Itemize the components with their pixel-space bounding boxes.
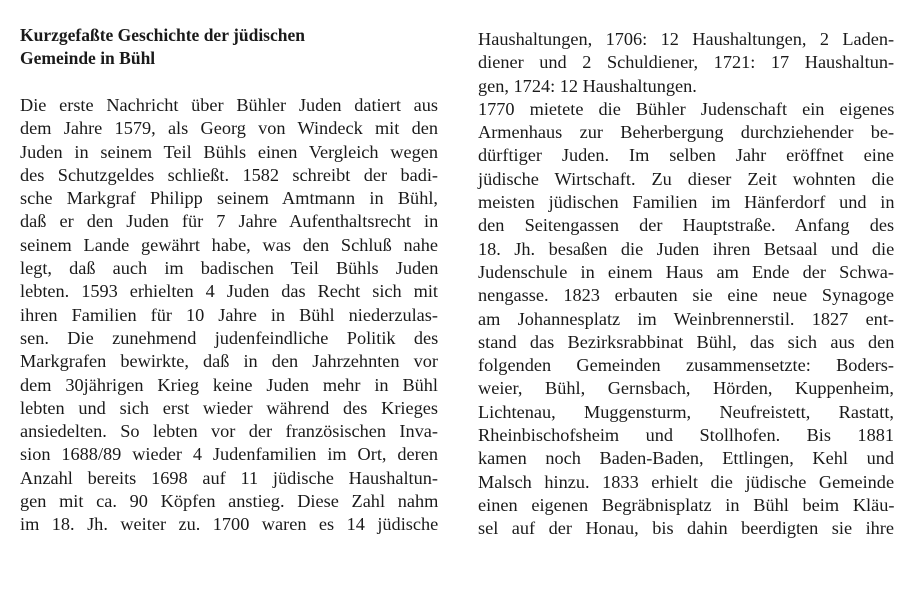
text-line: 1770 mietete die Bühler Judenschaft ein eigenes	[478, 98, 895, 119]
text-line: Armenhaus zur Beherbergung durchziehender be-	[478, 122, 895, 143]
text-line: des Schutzgeldes schließt. 1582 schreibt der badi-	[20, 164, 439, 185]
text-line: im 18. Jh. weiter zu. 1700 waren es 14 jüdische	[20, 514, 439, 535]
text-line: Juden in seinem Teil Bühls einen Vergleich wegen	[20, 141, 438, 162]
text-line: daß er den Juden für 7 Jahre Aufenthaltsrecht in	[20, 211, 439, 232]
text-line: sel auf der Honau, bis dahin beerdigten sie ihre	[478, 518, 894, 539]
text-line: kamen noch Baden-Baden, Ettlingen, Kehl und	[478, 448, 894, 469]
text-line: ansiedelten. So lebten vor der französischen Inva-	[20, 421, 438, 442]
heading-line-2: Gemeinde in Bühl	[20, 48, 156, 68]
text-line: am Johannesplatz im Weinbrennerstil. 1827 ent-	[478, 308, 894, 329]
text-line: folgenden Gemeinden zusammensetzte: Boders-	[478, 355, 894, 376]
text-line: Judenschule in einem Haus am Ende der Schwa-	[478, 261, 894, 282]
text-line: gen mit ca. 90 Köpfen anstieg. Diese Zahl nahm	[20, 491, 439, 512]
text-line: gen, 1724: 12 Haushaltungen.	[478, 75, 697, 96]
text-line: seinem Lande gewährt habe, was den Schluß nahe	[20, 234, 438, 255]
text-line: Markgrafen bewirkte, daß in den Jahrzehnten vor	[20, 351, 438, 372]
heading-line-1: Kurzgefaßte Geschichte der jüdischen	[20, 25, 305, 45]
text-line: stand das Bezirksrabbinat Bühl, das sich aus den	[478, 331, 895, 352]
text-line: lebten. 1593 erhielten 4 Juden das Recht sich mit	[20, 281, 438, 302]
text-line: diener und 2 Schuldiener, 1721: 17 Haushaltun-	[478, 52, 895, 73]
text-line: dem Jahre 1579, als Georg von Windeck mit den	[20, 118, 438, 139]
text-line: legt, daß auch im badischen Teil Bühls Juden	[20, 258, 439, 279]
text-line: Anzahl bereits 1698 auf 11 jüdische Haushaltun-	[20, 467, 438, 488]
text-line: nengasse. 1823 erbauten sie eine neue Synagoge	[478, 285, 894, 306]
text-line: sche Markgraf Philipp seinem Amtmann in Bühl,	[20, 188, 438, 209]
text-line: sion 1688/89 wieder 4 Judenfamilien im Ort, deren	[20, 444, 438, 465]
text-line: Rheinbischofsheim und Stollhofen. Bis 1881	[478, 425, 894, 446]
text-line: weier, Bühl, Gernsbach, Hörden, Kuppenheim,	[478, 378, 894, 399]
text-line: lebten und sich erst wieder während des Krieges	[20, 397, 438, 418]
text-line: den Seitengassen der Hauptstraße. Anfang des	[478, 215, 895, 236]
text-line: ihren Familien für 10 Jahre in Bühl niederzulas-	[20, 304, 438, 325]
text-line: 18. Jh. besaßen die Juden ihren Betsaal und die	[478, 238, 895, 259]
text-line: Lichtenau, Muggensturm, Neufreistett, Rastatt,	[478, 401, 894, 422]
text-line: dürftiger Juden. Im selben Jahr eröffnet eine	[478, 145, 895, 166]
text-line: sen. Die zunehmend judenfeindliche Politik des	[20, 327, 439, 348]
text-line: dem 30jährigen Krieg keine Juden mehr in Bühl	[20, 374, 438, 395]
text-line: Haushaltungen, 1706: 12 Haushaltungen, 2 Laden-	[478, 29, 895, 49]
left-column-body	[20, 94, 438, 537]
article-heading	[20, 24, 305, 70]
right-column-body	[478, 28, 894, 541]
text-line: Die erste Nachricht über Bühler Juden datiert aus	[20, 95, 438, 115]
text-line: meisten jüdischen Familien im Hänferdorf und in	[478, 192, 895, 213]
text-line: einen eigenen Begräbnisplatz in Bühl beim Kläu-	[478, 494, 895, 515]
text-line: jüdische Wirtschaft. Zu dieser Zeit wohnten die	[478, 168, 894, 189]
text-line: Malsch hinzu. 1833 erhielt die jüdische Gemeinde	[478, 471, 895, 492]
